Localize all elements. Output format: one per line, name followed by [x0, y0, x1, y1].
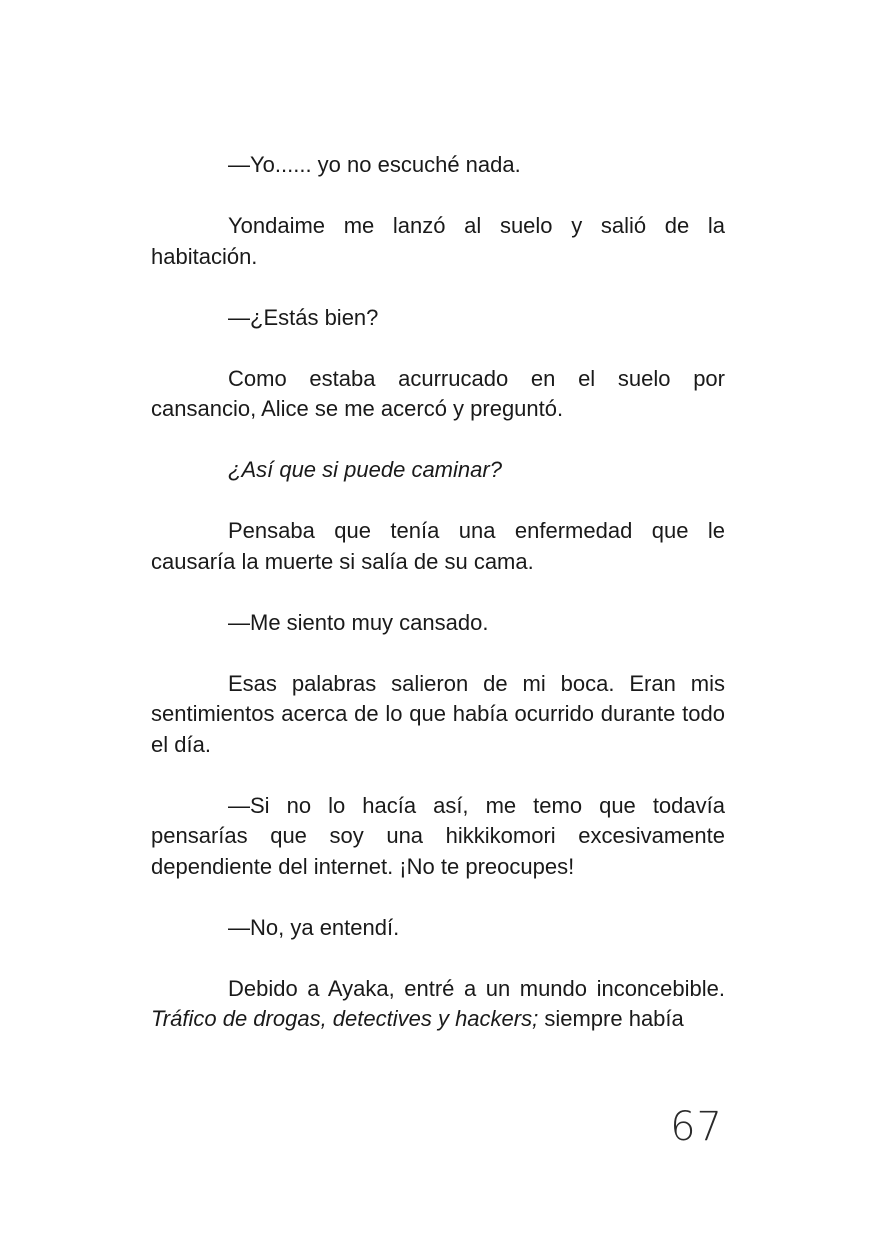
paragraph-10: —No, ya entendí.: [228, 914, 400, 940]
paragraph-8: Esas palabras salieron de mi boca. Eran mis sentimientos acerca de lo que había ocurrido durante todo el día.: [151, 670, 725, 757]
paragraph-11: [151, 974, 725, 1035]
paragraph-9: —Si no lo hacía así, me temo que todavía pensarías que soy una hikkikomori excesivamente dependiente del internet. ¡No te preocupes!: [151, 792, 725, 879]
paragraph-5-italic: ¿Así que si puede caminar?: [228, 457, 502, 482]
page-number: 67: [670, 1104, 723, 1150]
page-body: [151, 150, 725, 1035]
paragraph-7: —Me siento muy cansado.: [228, 609, 489, 635]
paragraph-3: —¿Estás bien?: [228, 304, 379, 330]
paragraph-11-end: siempre había: [544, 1006, 684, 1031]
paragraph-6: Pensaba que tenía una enfermedad que le causaría la muerte si salía de su cama.: [151, 518, 725, 574]
paragraph-4: Como estaba acurrucado en el suelo por cansancio, Alice se me acercó y preguntó.: [151, 365, 725, 421]
paragraph-11-italic: Tráfico de drogas, detectives y hackers;: [151, 1006, 539, 1031]
paragraph-2: Yondaime me lanzó al suelo y salió de la habitación.: [151, 213, 725, 269]
paragraph-1: —Yo...... yo no escuché nada.: [228, 152, 521, 177]
paragraph-11-start: Debido a Ayaka, entré a un mundo inconcebible.: [228, 975, 725, 1001]
